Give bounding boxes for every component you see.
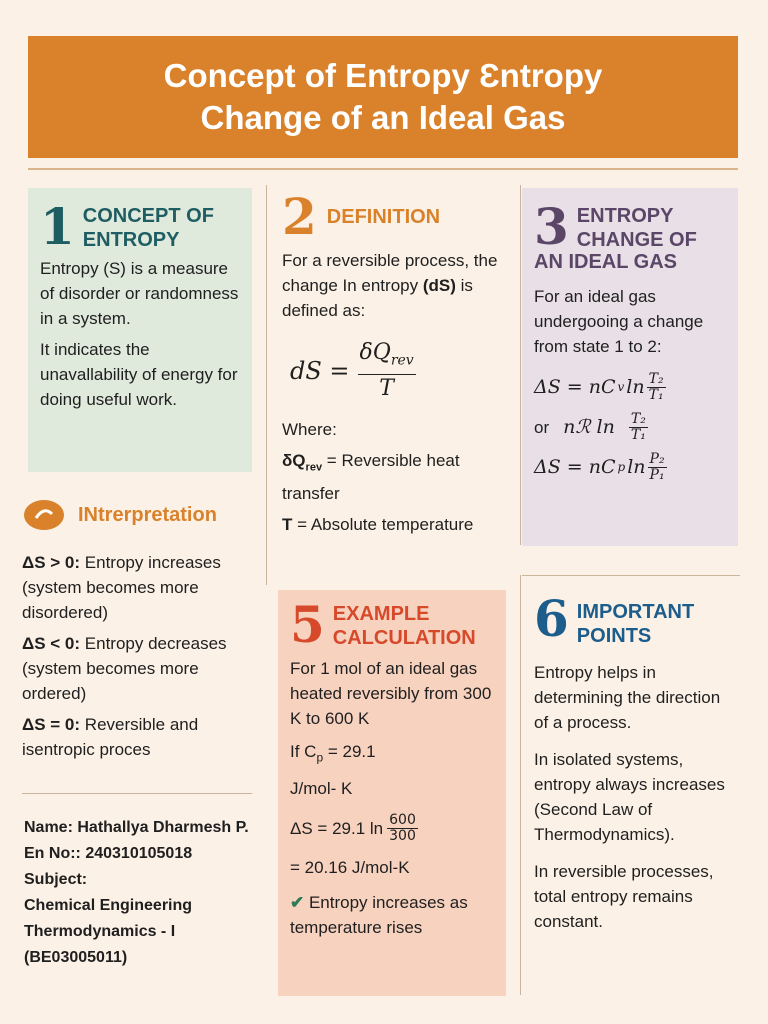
section-important-points: [526, 590, 742, 996]
subject-name: Chemical Engineering Thermodynamics - I (BE03005011): [24, 897, 193, 966]
paragraph: Entropy (S) is a measure of disorder or randomness in a system.: [40, 259, 239, 328]
title-line-1: Concept of Entropy Ɛntropy: [163, 57, 603, 94]
divider: [22, 793, 252, 794]
divider: [522, 575, 740, 576]
section-title: POINTS: [576, 625, 652, 647]
divider: [266, 185, 267, 585]
definition-item: $\delta Q_{rev}$ = Reversible heat transfer: [282, 451, 460, 503]
section-title: INtrerpretation: [78, 504, 217, 526]
paragraph: For an ideal gas undergooing a change from state 1 to 2:: [534, 287, 704, 356]
section-title: CHANGE OF: [576, 229, 697, 251]
interpretation-item: ΔS < 0: Entropy decreases (system becomes more ordered): [22, 634, 227, 703]
point: Entropy helps in determining the direction of a process.: [534, 663, 721, 732]
section-number: 2: [282, 187, 317, 246]
section-definition: 2 DEFINITION For a reversible process, the change In entropy (dS) is defined as: dS = $\frac{\delta Q_{rev}}{T}$ Where: $\delta Q_{rev}$ = Reversible heat transfer T = Absolute temperature: [276, 188, 508, 578]
section-example: 5 EXAMPLE CALCULATION For 1 mol of an ideal gas heated reversibly from 300 K to 600 K If $C_p = 29.1$ J/mol- K ΔS = 29.1 ln $\frac{600}{300}$ = 20.16 J/mol-K ✔ Entropy increases as temperature rises: [278, 590, 506, 996]
student-info: Name: Hathallya Dharmesh P. En No:: 240310105018 Subject: Chemical Engineering Thermodynamics - I (BE03005011): [24, 815, 256, 971]
lightbulb-icon: [22, 498, 66, 532]
interpretation-item: ΔS = 0: Reversible and isentropic proces: [22, 715, 199, 759]
section-title: DEFINITION: [326, 206, 441, 228]
definition-item: T = Absolute temperature: [282, 514, 474, 534]
section-title: IMPORTANT: [576, 601, 695, 623]
paragraph: For a reversible process, the change In entropy (dS) is defined as:: [282, 251, 498, 320]
point: In reversible processes, total entropy remains constant.: [534, 862, 714, 931]
section-number: 5: [290, 595, 325, 654]
section-title: ENTROPY: [82, 229, 180, 251]
checkmark-icon: ✔: [290, 893, 305, 913]
title-line-2: Change of an Ideal Gas: [200, 99, 566, 136]
interpretation-item: ΔS > 0: Entropy increases (system becomes more disordered): [22, 553, 221, 622]
section-title: CALCULATION: [332, 627, 476, 649]
section-concept: [28, 188, 252, 472]
example-equation: ΔS = 29.1 ln $\frac{600}{300}$: [290, 811, 416, 844]
section-interpretation: [22, 498, 262, 778]
divider: [520, 185, 521, 545]
section-title: ENTROPY: [576, 205, 674, 227]
section-title: CONCEPT OF: [82, 205, 214, 227]
paragraph: For 1 mol of an ideal gas heated reversibly from 300 K to 600 K: [290, 659, 492, 728]
definition-equation: dS = $\frac{\delta Q_{rev}}{T}$: [290, 340, 414, 402]
section-number: 6: [534, 589, 569, 648]
divider: [520, 575, 521, 995]
point: In isolated systems, entropy always increases (Second Law of Thermodynamics).: [534, 750, 725, 844]
section-ideal-gas: [522, 188, 738, 546]
ideal-gas-equations: ΔS = nC v ln $\frac{\text{T₂}}{\text{T₁}}$ or nℛ ln $\frac{\text{T₂}}{\text{T₁}}$ ΔS = nC p ln $\frac{\text{P₂}}{\text{P₁}}$: [534, 370, 665, 483]
enrollment-number: 240310105018: [85, 845, 193, 862]
divider: [28, 168, 738, 170]
student-name: Hathallya Dharmesh P.: [77, 819, 249, 836]
example-note: ✔ Entropy increases as temperature rises: [290, 893, 468, 938]
paragraph: It indicates the unavallability of energy for doing useful work.: [40, 340, 238, 409]
section-number: 3: [534, 197, 569, 256]
result: = 20.16 J/mol-K: [290, 858, 410, 878]
section-number: 1: [40, 197, 75, 256]
section-title: AN IDEAL GAS: [534, 251, 677, 273]
title-banner: [28, 36, 738, 158]
section-title: EXAMPLE: [332, 603, 430, 625]
